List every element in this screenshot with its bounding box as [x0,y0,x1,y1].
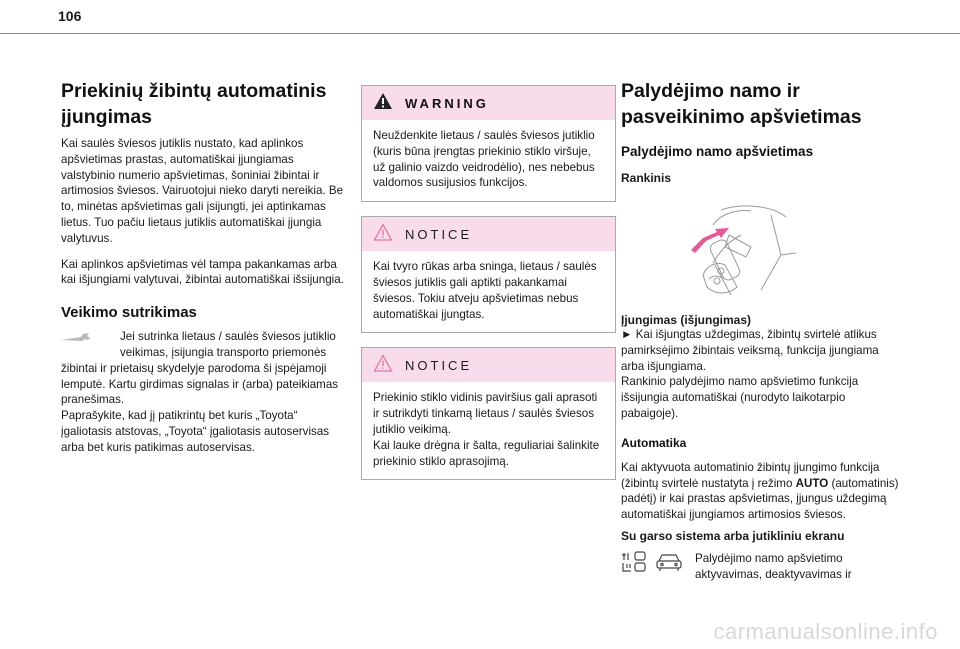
intro-paragraph-1: Kai saulės šviesos jutiklis nustato, kad aplinkos apšvietimas prastas, automatiškai įjungiamas valstybinio numerio apšvietimas, šoniniai žibintai ir artimosios šviesos. Vairuotojui nieko daryti nereikia. Be to, minėtas apšvietimas gali įsijungti, jei aptinkamas lietus. Tuo pačiu lietaus jutiklis automatiškai įjungia valytuvus. [61,137,344,245]
notice-label: NOTICE [405,357,473,373]
intro-paragraph-2: Kai aplinkos apšvietimas vėl tampa pakankamas arba kai išjungiami valytuvai, žibintai automatiškai išsijungia. [61,257,344,287]
watermark: carmanualsonline.info [713,619,938,644]
wrench-icon [59,331,93,350]
auto-mode-label: AUTO [795,476,829,490]
notice-header [362,348,615,382]
audio-text: Palydėjimo namo apšvietimo aktyvavimas, deaktyvavimas ir [695,551,852,581]
subtitle: Palydėjimo namo apšvietimas [621,144,814,159]
header-rule [0,33,960,34]
notice-text: Kai tvyro rūkas arba sninga, lietaus / saulės šviesos jutiklis gali aptikti pakankamai šviesos. Tokiu atveju apšvietimas nebus automatiškai įjungtas. [373,260,597,321]
warning-box [361,85,616,202]
malfunction-text-1: Jei sutrinka lietaus / saulės šviesos jutiklio veikimas, įsijungia transporto priemonės [120,330,336,359]
malfunction-text-3: Paprašykite, kad jį patikrintų bet kuris „Toyota“ įgaliotasis atstovas, „Toyota“ įgaliotasis autoservisas arba bet kuris patikimas autoservisas. [61,409,330,454]
warning-header [362,86,615,120]
right-column [621,78,901,583]
page-number: 106 [58,8,82,24]
left-column [61,78,346,466]
auto-heading: Automatika [621,435,687,450]
notice-body [362,251,615,332]
car-icon [655,551,683,578]
auto-text-a: Kai aktyvuota automatinio žibintų įjungimo funkcija (žibintų svirtelė nustatyta į režimo [621,460,880,490]
notice-box-fog [361,216,616,333]
notice-triangle-icon [373,223,393,246]
notice-box-fogging [361,347,616,480]
switch-heading: Įjungimas (išjungimas) [621,313,752,327]
audio-heading: Su garso sistema arba jutikliniu ekranu [621,528,845,543]
auto-text [621,460,901,523]
notice-label: NOTICE [405,226,473,242]
notice-header [362,217,615,251]
malfunction-heading: Veikimo sutrikimas [61,304,197,322]
middle-column [361,85,616,494]
apps-icon [621,551,647,578]
notice-text-1: Priekinio stiklo vidinis paviršius gali aprasoti ir sutrikdyti tinkamą lietaus / saulės šviesos jutiklio veikimą. [373,391,598,436]
section-title: Palydėjimo namo ir pasveikinimo apšvietimas [621,80,862,128]
auto-off-text: Rankinio palydėjimo namo apšvietimo funkcija išsijungia automatiškai (nurodyto laikotarpio pabaigoje). [621,375,859,420]
warning-text: Neuždenkite lietaus / saulės šviesos jutiklio (kuris būna įrengtas priekinio stiklo viršuje, už galinio vaizdo veidrodėlio), nes nebebus valdomos susijusios funkcijos. [373,129,595,190]
lighting-switch-illustration [621,195,901,305]
warning-label: WARNING [405,95,489,111]
malfunction-text-2: žibintai ir prietaisų skydelyje parodoma ši įspėjamoji lemputė. Kartu girdimas signalas ir (arba) pateikiamas pranešimas. [61,361,339,407]
switch-text: ► Kai išjungtas uždegimas, žibintų svirtelė atlikus pamirksėjimo žibintais veiksmą, funkcija įjungiama arba išjungiama. [621,328,879,373]
notice-triangle-icon [373,354,393,377]
section-title: Priekinių žibintų automatinis įjungimas [61,80,327,128]
malfunction-block [61,329,346,455]
notice-body [362,382,615,479]
warning-body [362,120,615,201]
notice-text-2: Kai lauke drėgna ir šalta, reguliariai šalinkite priekinio stiklo aprasojimą. [373,438,600,468]
auto-text-b: (automatinis) padėtį) ir kai prastas apšvietimas, įjungus uždegimą automatiškai įjungiamos artimosios šviesos. [621,476,899,522]
audio-row [621,551,901,583]
manual-heading: Rankinis [621,171,672,185]
warning-triangle-icon [373,92,393,115]
